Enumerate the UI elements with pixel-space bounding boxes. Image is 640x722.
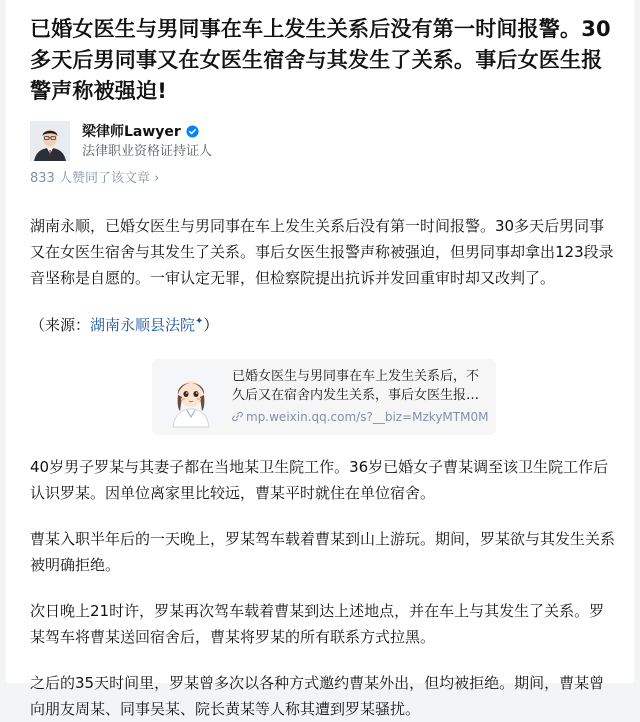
author-name[interactable] [82, 122, 199, 142]
author-avatar[interactable] [30, 121, 70, 161]
article-content [30, 14, 616, 722]
source-prefix: （来源： [30, 316, 91, 334]
paragraph-second-night: 次日晚上21时许，罗某再次驾车载着曹某到达上述地点，并在车上与其发生了关系。罗某驾车将曹某送回宿舍后，曹某将罗某的所有联系方式拉黑。 [30, 602, 605, 646]
cartoon-doctor-icon [161, 367, 221, 427]
article-page [6, 0, 634, 718]
verified-badge-icon [186, 125, 199, 138]
sparkle-icon: ✦ [195, 316, 204, 327]
source-link-text: 湖南永顺县法院 [90, 316, 196, 334]
card-url [232, 409, 488, 426]
paragraph-first-night: 曹某入职半年后的一天晚上，罗某驾车载着曹某到山上游玩。期间，罗某欲与其发生关系被明确拒绝。 [30, 530, 616, 574]
source-link[interactable] [90, 316, 203, 334]
source-suffix: ） [203, 316, 219, 334]
paragraph-background: 40岁男子罗某与其妻子都在当地某卫生院工作。36岁已婚女子曹某调至该卫生院工作后认识罗某。因单位离家里比较远，曹某平时就住在单位宿舍。 [30, 458, 609, 502]
likes-count-link[interactable]: 833 人赞同了该文章 › [30, 171, 160, 186]
card-title: 已婚女医生与男同事在车上发生关系后，不久后又在宿舍内发生关系，事后女医生报… [232, 369, 480, 403]
article-title: 已婚女医生与男同事在车上发生关系后没有第一时间报警。30多天后男同事又在女医生宿舍与其发生了关系。事后女医生报警声称被强迫! [30, 17, 611, 103]
link-icon [232, 411, 243, 422]
paragraph-aftermath: 之后的35天时间里，罗某曾多次以各种方式邀约曹某外出，但均被拒绝。期间，曹某曾向朋友周某、同事吴某、院长黄某等人称其遭到罗某骚扰。 [30, 674, 605, 718]
card-url-text: mp.weixin.qq.com/s?__biz=MzkyMTM0M [246, 410, 489, 424]
paragraph-intro: 湖南永顺，已婚女医生与男同事在车上发生关系后没有第一时间报警。30多天后男同事又在女医生宿舍与其发生了关系。事后女医生报警声称被强迫，但男同事却拿出123段录音坚称是自愿的。一审认定无罪，但检察院提出抗诉并发回重审时却又改判了。 [30, 217, 614, 287]
author-credential: 法律职业资格证持证人 [82, 144, 213, 159]
link-card[interactable] [152, 359, 496, 435]
avatar-portrait-icon [30, 121, 70, 161]
author-block [30, 121, 616, 165]
author-name-text: 梁律师Lawyer [82, 124, 181, 140]
card-thumbnail [161, 367, 221, 427]
source-line [30, 310, 616, 337]
